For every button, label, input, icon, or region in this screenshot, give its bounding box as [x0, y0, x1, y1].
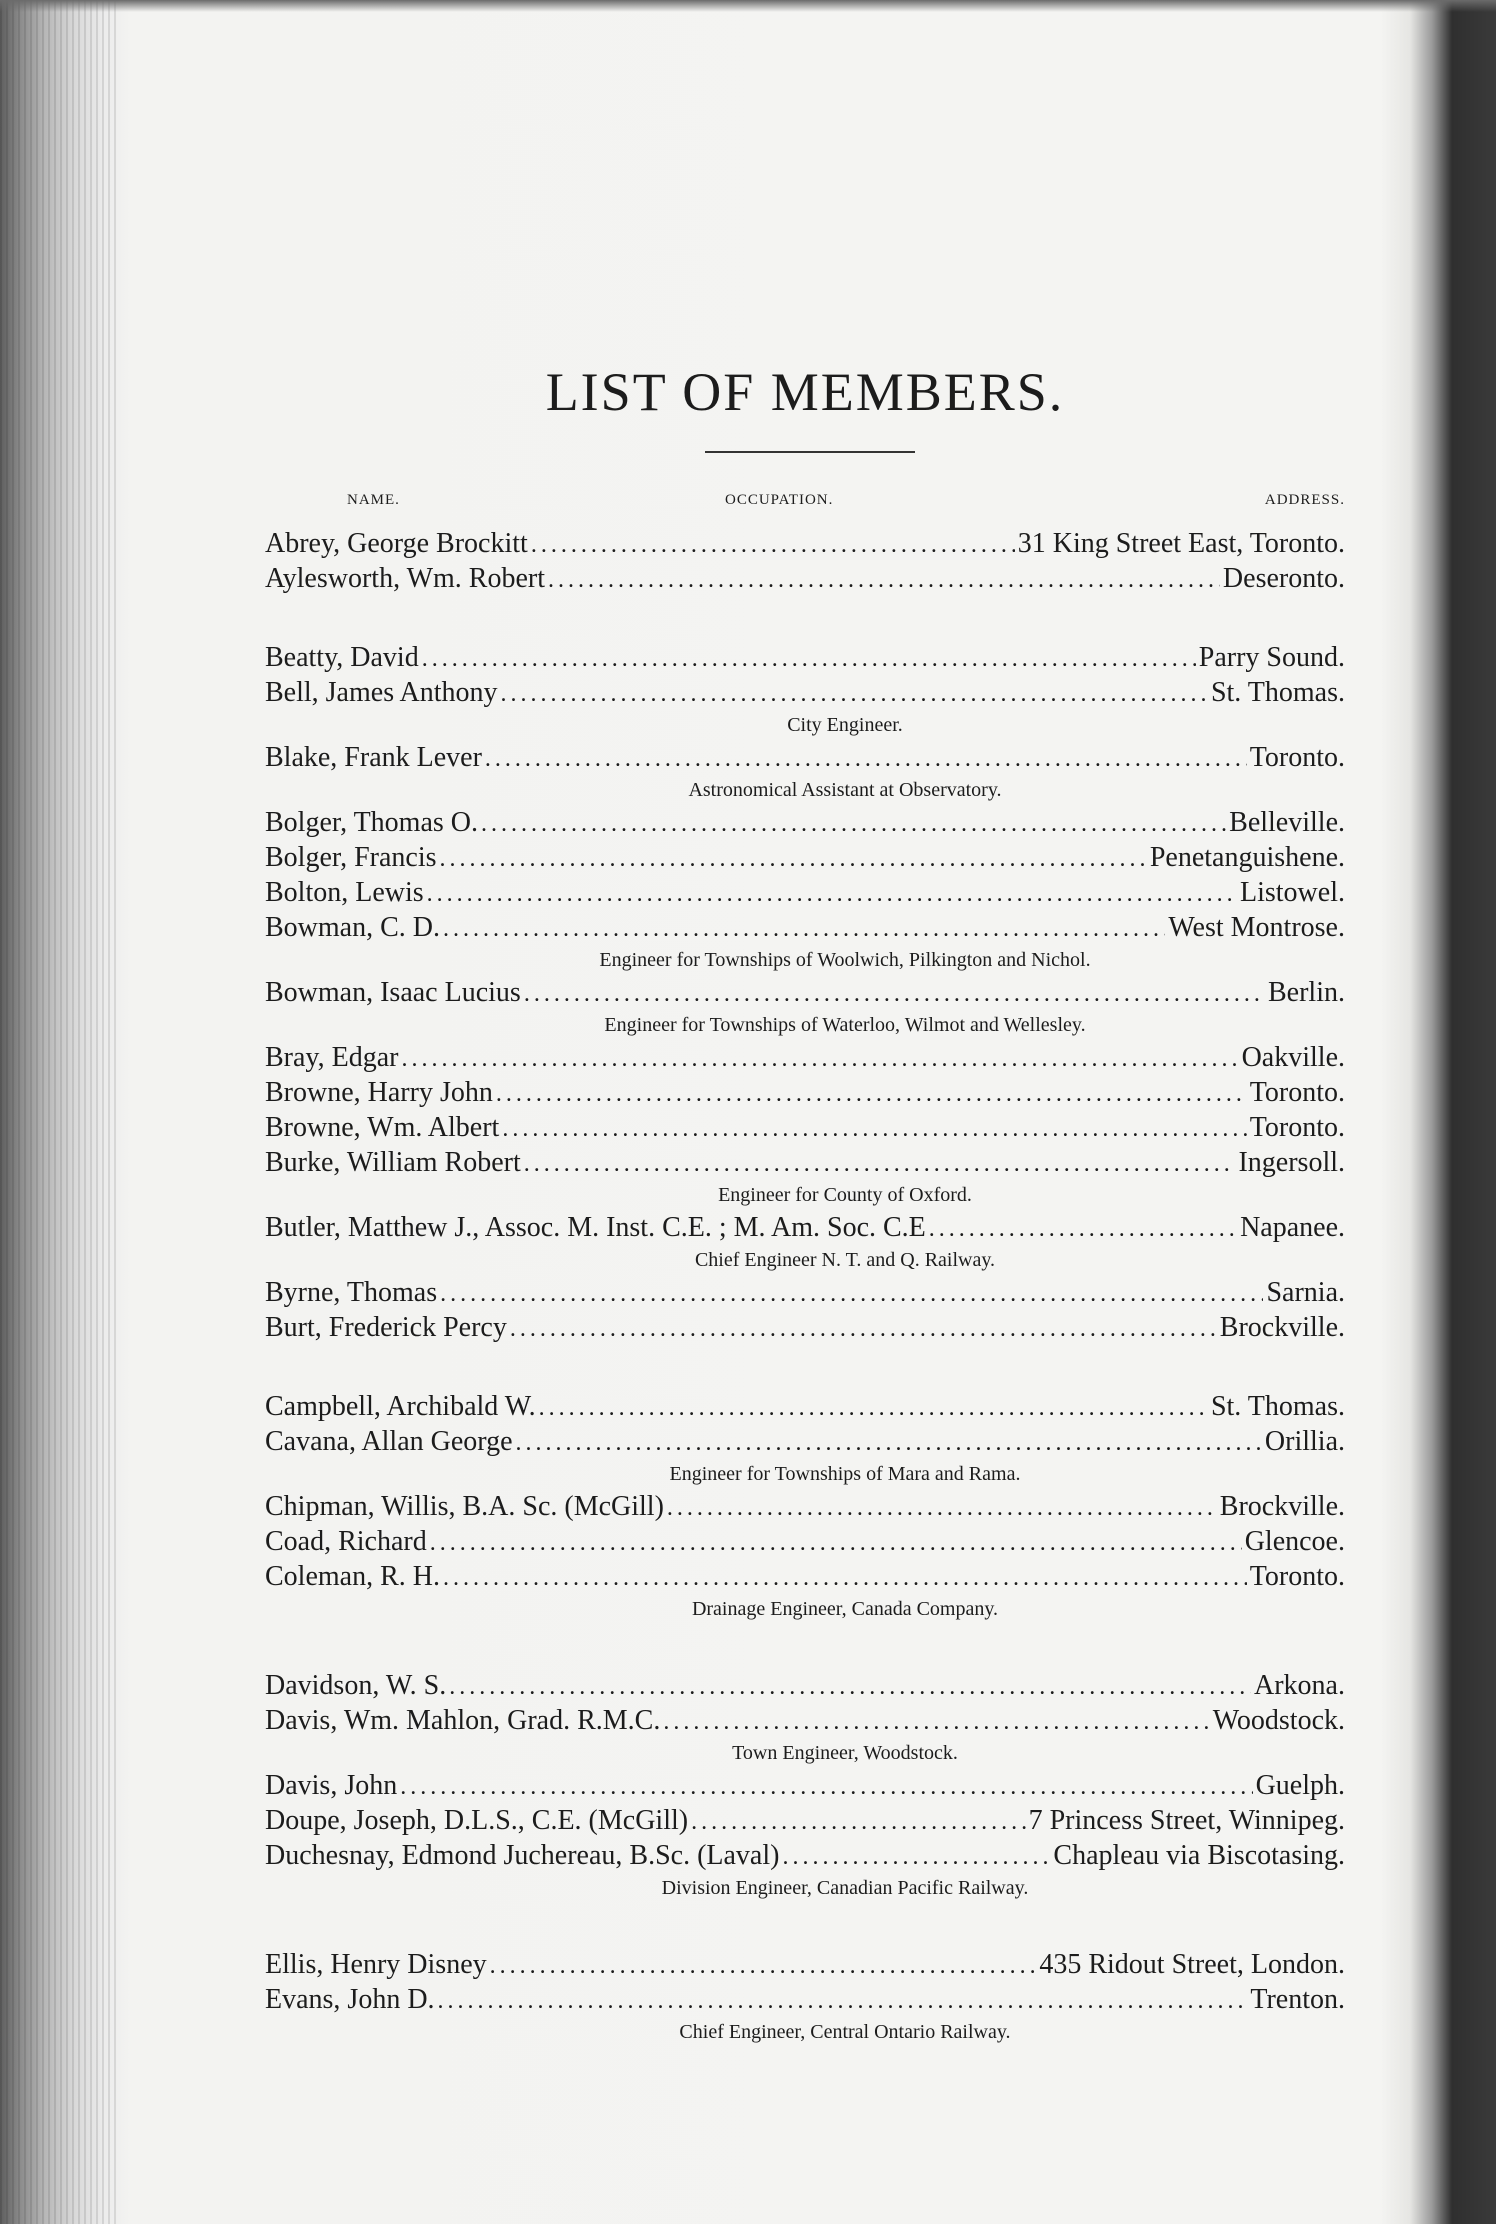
- member-address: Guelph.: [1255, 1770, 1345, 1801]
- member-address: Parry Sound.: [1198, 642, 1345, 673]
- member-entry: [265, 1110, 1345, 1145]
- member-name: Burke, William Robert: [265, 1147, 521, 1178]
- leader-dots: [440, 840, 1147, 875]
- member-entry: [265, 1524, 1345, 1559]
- member-address: Sarnia.: [1266, 1277, 1345, 1308]
- column-header-address: ADDRESS.: [1264, 492, 1345, 508]
- member-name: Bray, Edgar: [265, 1042, 399, 1073]
- leader-dots: [502, 1110, 1246, 1145]
- member-entry: [265, 526, 1345, 561]
- member-address: Listowel.: [1240, 877, 1345, 908]
- member-address: Brockville.: [1219, 1491, 1345, 1522]
- member-occupation: Town Engineer, Woodstock.: [732, 1742, 958, 1764]
- group-spacer: [265, 1903, 1345, 1947]
- leader-dots: [516, 1424, 1262, 1459]
- member-name: Bowman, C. D.: [265, 912, 440, 943]
- member-address: Glencoe.: [1244, 1526, 1345, 1557]
- leader-dots: [443, 1559, 1247, 1594]
- member-address: West Montrose.: [1168, 912, 1345, 943]
- member-occupation: Chief Engineer, Central Ontario Railway.: [679, 2021, 1011, 2043]
- member-address: Arkona.: [1254, 1670, 1345, 1701]
- title-rule: [705, 451, 915, 453]
- member-name: Aylesworth, Wm. Robert: [265, 563, 545, 594]
- member-entry: [265, 561, 1345, 596]
- member-entry: [265, 1668, 1345, 1703]
- leader-dots: [548, 561, 1220, 596]
- leader-dots: [481, 805, 1226, 840]
- member-name: Browne, Harry John: [265, 1077, 493, 1108]
- member-name: Coleman, R. H.: [265, 1561, 440, 1592]
- leader-dots: [691, 1803, 1026, 1838]
- member-list: [265, 526, 1345, 2047]
- member-address: Trenton.: [1250, 1984, 1345, 2015]
- member-address: Berlin.: [1268, 977, 1345, 1008]
- member-address: Toronto.: [1249, 1077, 1345, 1108]
- member-address: Woodstock.: [1212, 1705, 1345, 1736]
- leader-dots: [430, 1524, 1242, 1559]
- page-content: [265, 0, 1345, 2224]
- member-name: Evans, John D.: [265, 1984, 435, 2015]
- member-address: Orillia.: [1264, 1426, 1345, 1457]
- member-entry: [265, 1040, 1345, 1075]
- member-name: Butler, Matthew J., Assoc. M. Inst. C.E. ; M. Am. Soc. C.E: [265, 1212, 926, 1243]
- member-address: St. Thomas.: [1210, 1391, 1345, 1422]
- member-entry: [265, 1489, 1345, 1524]
- member-address: Oakville.: [1241, 1042, 1345, 1073]
- leader-dots: [400, 1768, 1252, 1803]
- member-name: Campbell, Archibald W.: [265, 1391, 536, 1422]
- member-occupation: Engineer for Townships of Mara and Rama.: [669, 1463, 1021, 1485]
- member-name: Browne, Wm. Albert: [265, 1112, 500, 1143]
- member-address: Ingersoll.: [1238, 1147, 1345, 1178]
- member-name: Bell, James Anthony: [265, 677, 498, 708]
- member-occupation: Astronomical Assistant at Observatory.: [688, 779, 1002, 801]
- member-entry: [265, 675, 1345, 710]
- member-occupation: Engineer for Townships of Waterloo, Wilmot and Wellesley.: [604, 1014, 1086, 1036]
- member-address: Toronto.: [1249, 1112, 1345, 1143]
- member-name: Doupe, Joseph, D.L.S., C.E. (McGill): [265, 1805, 689, 1836]
- member-name: Abrey, George Brockitt: [265, 528, 528, 559]
- leader-dots: [929, 1210, 1237, 1245]
- leader-dots: [501, 675, 1208, 710]
- member-address: Deseronto.: [1222, 563, 1345, 594]
- member-entry: [265, 1559, 1345, 1594]
- leader-dots: [496, 1075, 1247, 1110]
- column-header-name: NAME.: [347, 492, 400, 508]
- member-name: Davidson, W. S.: [265, 1670, 447, 1701]
- member-name: Burt, Frederick Percy: [265, 1312, 507, 1343]
- member-address: Toronto.: [1249, 1561, 1345, 1592]
- member-entry: [265, 1838, 1345, 1873]
- member-entry: [265, 1210, 1345, 1245]
- member-address: St. Thomas.: [1210, 677, 1345, 708]
- member-entry: [265, 1768, 1345, 1803]
- member-address: Penetanguishene.: [1149, 842, 1345, 873]
- group-spacer: [265, 1345, 1345, 1389]
- member-entry: [265, 1947, 1345, 1982]
- member-entry: [265, 1982, 1345, 2017]
- member-address: Napanee.: [1240, 1212, 1345, 1243]
- member-name: Bowman, Isaac Lucius: [265, 977, 521, 1008]
- member-name: Davis, John: [265, 1770, 398, 1801]
- member-entry: [265, 1703, 1345, 1738]
- member-entry: [265, 975, 1345, 1010]
- leader-dots: [427, 875, 1237, 910]
- group-spacer: [265, 596, 1345, 640]
- leader-dots: [667, 1489, 1217, 1524]
- member-entry: [265, 1075, 1345, 1110]
- leader-dots: [663, 1703, 1209, 1738]
- member-entry: [265, 1389, 1345, 1424]
- leader-dots: [438, 1982, 1248, 2017]
- member-entry: [265, 740, 1345, 775]
- member-occupation: Division Engineer, Canadian Pacific Railway.: [661, 1877, 1029, 1899]
- member-entry: [265, 1803, 1345, 1838]
- member-address: Brockville.: [1219, 1312, 1345, 1343]
- column-header-occupation: OCCUPATION.: [725, 492, 834, 508]
- page-title: LIST OF MEMBERS.: [545, 362, 1065, 422]
- leader-dots: [524, 1145, 1236, 1180]
- member-entry: [265, 640, 1345, 675]
- member-name: Cavana, Allan George: [265, 1426, 513, 1457]
- member-address: Belleville.: [1229, 807, 1345, 838]
- leader-dots: [531, 526, 1015, 561]
- member-occupation: City Engineer.: [787, 714, 903, 736]
- leader-dots: [449, 1668, 1251, 1703]
- leader-dots: [443, 910, 1165, 945]
- leader-dots: [782, 1838, 1050, 1873]
- member-name: Blake, Frank Lever: [265, 742, 482, 773]
- leader-dots: [510, 1310, 1217, 1345]
- member-entry: [265, 1424, 1345, 1459]
- member-address: 7 Princess Street, Winnipeg.: [1028, 1805, 1345, 1836]
- member-entry: [265, 1275, 1345, 1310]
- member-name: Bolger, Thomas O.: [265, 807, 479, 838]
- member-occupation: Engineer for Townships of Woolwich, Pilkington and Nichol.: [599, 949, 1091, 971]
- member-occupation: Engineer for County of Oxford.: [718, 1184, 972, 1206]
- member-entry: [265, 1145, 1345, 1180]
- book-edge: [0, 0, 120, 2224]
- member-name: Bolton, Lewis: [265, 877, 424, 908]
- leader-dots: [485, 740, 1247, 775]
- member-entry: [265, 875, 1345, 910]
- member-entry: [265, 805, 1345, 840]
- member-address: Chapleau via Biscotasing.: [1053, 1840, 1345, 1871]
- member-address: Toronto.: [1249, 742, 1345, 773]
- member-name: Byrne, Thomas: [265, 1277, 438, 1308]
- member-name: Chipman, Willis, B.A. Sc. (McGill): [265, 1491, 664, 1522]
- member-name: Ellis, Henry Disney: [265, 1949, 487, 1980]
- group-spacer: [265, 1624, 1345, 1668]
- member-occupation: Drainage Engineer, Canada Company.: [691, 1598, 999, 1620]
- member-name: Bolger, Francis: [265, 842, 437, 873]
- member-entry: [265, 1310, 1345, 1345]
- member-entry: [265, 910, 1345, 945]
- member-address: 31 King Street East, Toronto.: [1017, 528, 1345, 559]
- leader-dots: [524, 975, 1265, 1010]
- leader-dots: [440, 1275, 1263, 1310]
- member-occupation: Chief Engineer N. T. and Q. Railway.: [694, 1249, 996, 1271]
- member-name: Coad, Richard: [265, 1526, 427, 1557]
- leader-dots: [490, 1947, 1037, 1982]
- member-name: Beatty, David: [265, 642, 419, 673]
- member-name: Davis, Wm. Mahlon, Grad. R.M.C.: [265, 1705, 661, 1736]
- leader-dots: [422, 640, 1196, 675]
- member-address: 435 Ridout Street, London.: [1039, 1949, 1345, 1980]
- leader-dots: [401, 1040, 1238, 1075]
- leader-dots: [539, 1389, 1208, 1424]
- member-entry: [265, 840, 1345, 875]
- member-name: Duchesnay, Edmond Juchereau, B.Sc. (Laval): [265, 1840, 780, 1871]
